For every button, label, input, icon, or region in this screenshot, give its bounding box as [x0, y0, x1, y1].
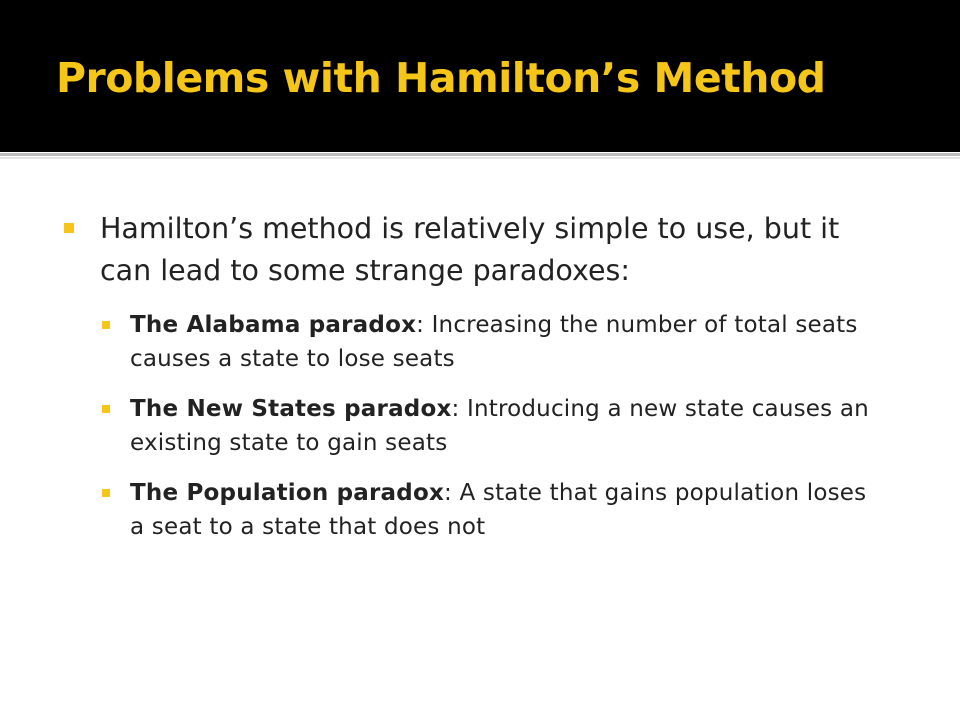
paradox-term: The Population paradox — [130, 480, 444, 506]
square-bullet-icon — [64, 223, 74, 233]
square-bullet-icon — [102, 489, 110, 497]
paradox-description: : Increasing the number of total seats causes a state to lose seats — [130, 312, 858, 372]
paradox-term: The Alabama paradox — [130, 312, 417, 338]
slide-title: Problems with Hamilton’s Method — [56, 54, 826, 102]
paradox-term: The New States paradox — [130, 396, 452, 422]
main-bullet-text: Hamilton’s method is relatively simple to use, but it can lead to some strange paradoxes: — [100, 212, 840, 287]
sub-bullet-alabama — [100, 308, 884, 376]
square-bullet-icon — [102, 405, 110, 413]
sub-bullet-new-states — [100, 392, 884, 460]
main-bullet — [64, 208, 884, 292]
title-bar — [0, 0, 960, 152]
square-bullet-icon — [102, 321, 110, 329]
slide-body — [64, 208, 884, 560]
title-divider-light — [0, 157, 960, 159]
paradox-description: : A state that gains population loses a seat to a state that does not — [130, 480, 867, 540]
sub-bullet-population — [100, 476, 884, 544]
title-divider — [0, 153, 960, 156]
paradox-description: : Introducing a new state causes an existing state to gain seats — [130, 396, 869, 456]
